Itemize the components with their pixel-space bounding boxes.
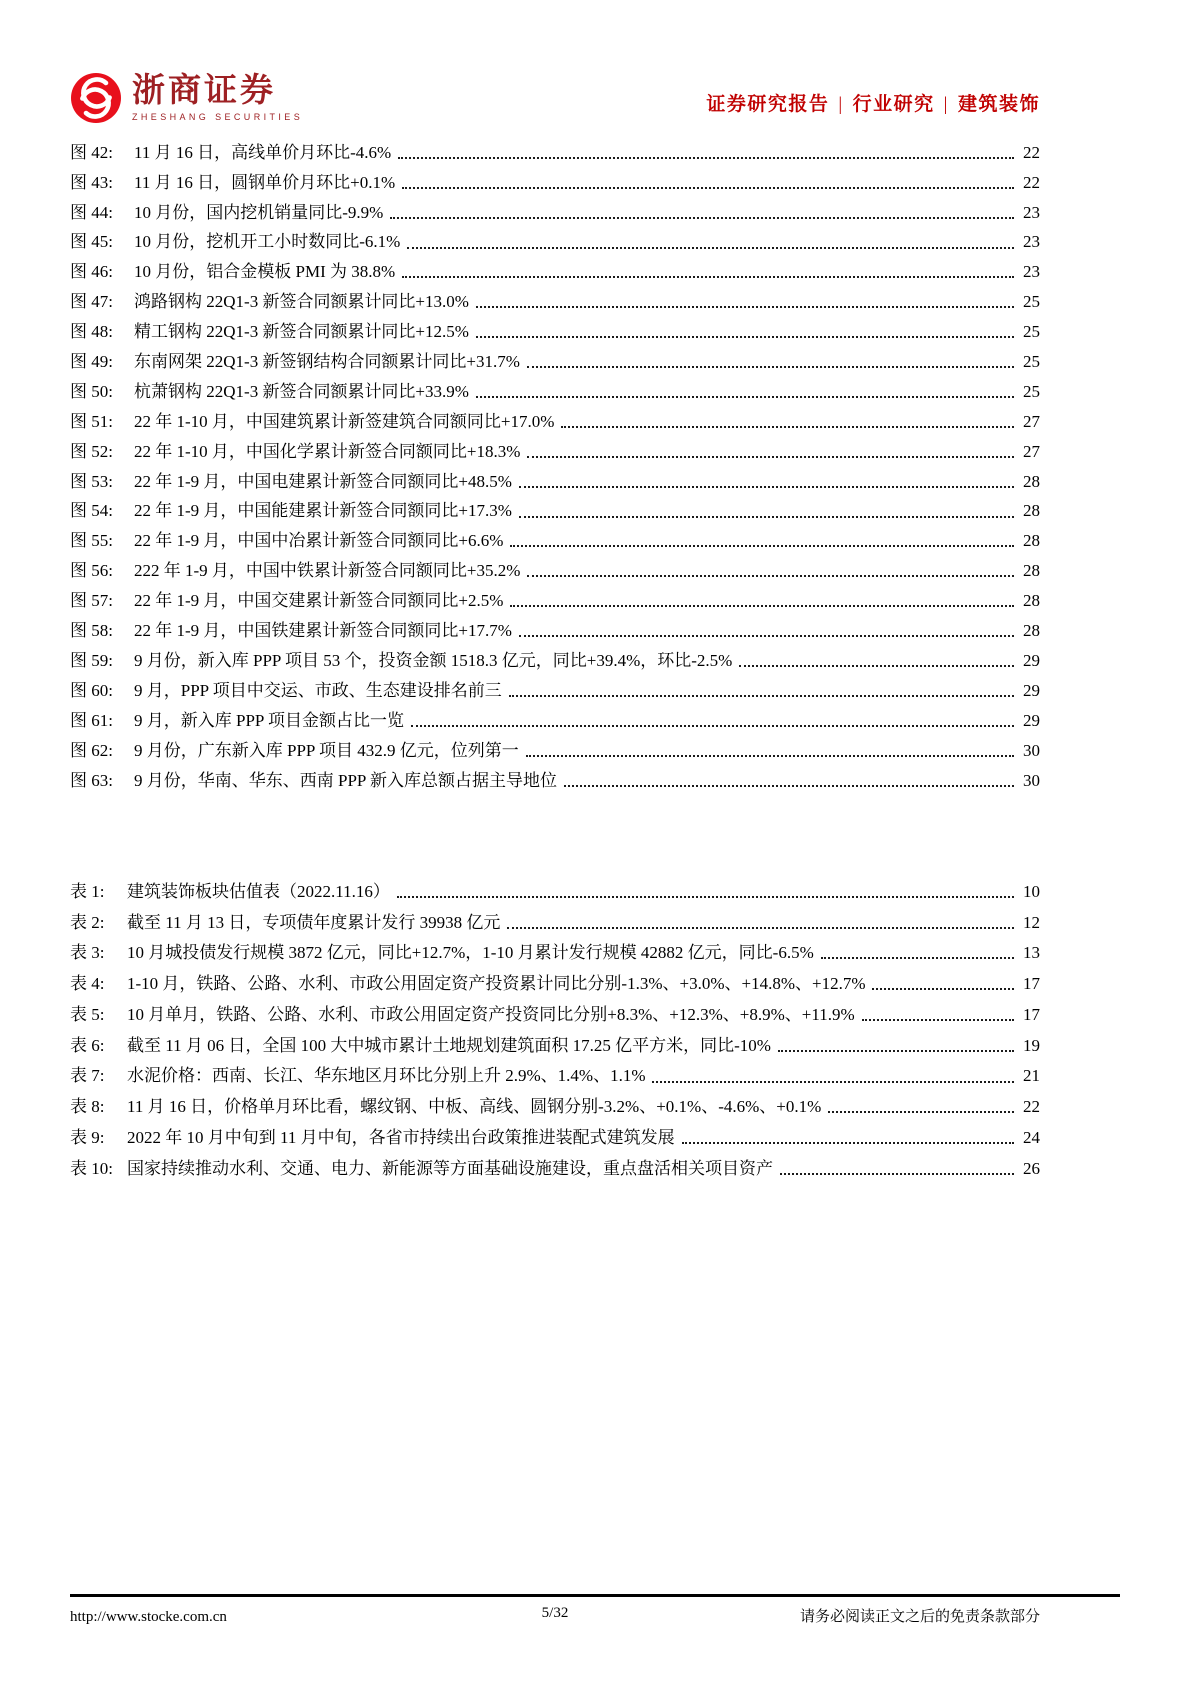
toc-dot-leader — [476, 306, 1014, 308]
tables-toc-section — [70, 872, 1040, 1180]
toc-entry-page: 17 — [1023, 974, 1040, 994]
figures-toc-rows — [70, 134, 1040, 792]
industry-label: 建筑装饰 — [957, 94, 1040, 115]
brand — [70, 72, 303, 124]
toc-entry-title: 10 月份，铝合金模板 PMI 为 38.8% — [134, 262, 396, 282]
toc-entry-title: 9 月份，新入库 PPP 项目 53 个，投资金额 1518.3 亿元，同比+39.4%，环比-2.5% — [134, 650, 733, 670]
report-category — [706, 89, 1040, 124]
toc-entry-label: 表 1: — [70, 881, 105, 901]
toc-entry-title: 10 月份，挖机开工小时数同比-6.1% — [134, 232, 401, 252]
toc-dot-leader — [872, 988, 1014, 990]
toc-entry-page: 22 — [1023, 142, 1040, 162]
toc-entry-label: 表 5: — [70, 1004, 105, 1024]
toc-entry-label: 表 8: — [70, 1097, 105, 1117]
toc-entry-label: 表 9: — [70, 1128, 105, 1148]
toc-dot-leader — [652, 1081, 1014, 1083]
toc-dot-leader — [862, 1019, 1014, 1021]
toc-row[interactable] — [70, 134, 1040, 164]
toc-entry-title: 精工钢构 22Q1-3 新签合同额累计同比+12.5% — [134, 322, 469, 342]
toc-entry-label: 表 7: — [70, 1066, 105, 1086]
toc-row[interactable] — [70, 403, 1040, 433]
toc-entry-title: 9 月份，华南、华东、西南 PPP 新入库总额占据主导地位 — [134, 770, 557, 790]
footer-url-link[interactable]: http://www.stocke.com.cn — [70, 1608, 227, 1625]
toc-entry-page: 22 — [1023, 172, 1040, 192]
toc-entry-title: 9 月，新入库 PPP 项目金额占比一览 — [134, 710, 404, 730]
toc-entry-label: 图 57: — [70, 591, 113, 611]
toc-dot-leader — [411, 725, 1014, 727]
toc-entry-page: 29 — [1023, 680, 1040, 700]
toc-entry-page: 13 — [1023, 943, 1040, 963]
toc-entry-label: 表 3: — [70, 943, 105, 963]
toc-entry-page: 30 — [1023, 740, 1040, 760]
toc-entry-label: 表 10: — [70, 1158, 113, 1178]
toc-row[interactable] — [70, 1057, 1040, 1088]
toc-entry-title: 截至 11 月 06 日，全国 100 大中城市累计土地规划建筑面积 17.25 亿平方米，同比-10% — [127, 1035, 771, 1055]
toc-dot-leader — [561, 426, 1014, 428]
toc-row[interactable] — [70, 672, 1040, 702]
toc-row[interactable] — [70, 1088, 1040, 1119]
toc-row[interactable] — [70, 224, 1040, 254]
toc-row[interactable] — [70, 343, 1040, 373]
toc-entry-title: 22 年 1-10 月，中国化学累计新签合同额同比+18.3% — [134, 441, 521, 461]
toc-entry-label: 图 63: — [70, 770, 113, 790]
toc-entry-page: 23 — [1023, 232, 1040, 252]
page-header — [70, 64, 1040, 124]
toc-entry-label: 图 42: — [70, 142, 113, 162]
toc-entry-page: 30 — [1023, 770, 1040, 790]
toc-dot-leader — [739, 665, 1014, 667]
toc-entry-title: 222 年 1-9 月，中国中铁累计新签合同额同比+35.2% — [134, 561, 521, 581]
toc-row[interactable] — [70, 1026, 1040, 1057]
toc-entry-page: 28 — [1023, 561, 1040, 581]
toc-entry-page: 25 — [1023, 322, 1040, 342]
toc-entry-label: 图 55: — [70, 531, 113, 551]
toc-dot-leader — [507, 927, 1014, 929]
toc-dot-leader — [519, 516, 1014, 518]
toc-entry-page: 27 — [1023, 411, 1040, 431]
toc-entry-title: 22 年 1-9 月，中国中冶累计新签合同额同比+6.6% — [134, 531, 504, 551]
toc-entry-page: 25 — [1023, 381, 1040, 401]
toc-dot-leader — [476, 396, 1014, 398]
toc-entry-label: 图 61: — [70, 710, 113, 730]
toc-row[interactable] — [70, 283, 1040, 313]
toc-entry-label: 图 48: — [70, 322, 113, 342]
toc-entry-page: 25 — [1023, 352, 1040, 372]
toc-entry-page: 12 — [1023, 912, 1040, 932]
figures-toc-section — [70, 134, 1040, 792]
toc-dot-leader — [510, 605, 1014, 607]
toc-entry-page: 24 — [1023, 1128, 1040, 1148]
toc-entry-label: 图 49: — [70, 352, 113, 372]
toc-dot-leader — [402, 276, 1014, 278]
toc-entry-label: 表 4: — [70, 974, 105, 994]
toc-entry-title: 建筑装饰板块估值表（2022.11.16） — [127, 881, 390, 901]
brand-name-en: ZHESHANG SECURITIES — [132, 111, 304, 122]
toc-row[interactable] — [70, 762, 1040, 792]
toc-row[interactable] — [70, 582, 1040, 612]
toc-entry-title: 22 年 1-9 月，中国能建累计新签合同额同比+17.3% — [134, 501, 512, 521]
toc-entry-page: 28 — [1023, 471, 1040, 491]
toc-row[interactable] — [70, 903, 1040, 934]
toc-entry-title: 10 月份，国内挖机销量同比-9.9% — [134, 202, 384, 222]
toc-entry-page: 29 — [1023, 710, 1040, 730]
toc-entry-title: 22 年 1-9 月，中国交建累计新签合同额同比+2.5% — [134, 591, 504, 611]
toc-row[interactable] — [70, 493, 1040, 523]
toc-row[interactable] — [70, 1149, 1040, 1180]
toc-entry-label: 图 44: — [70, 202, 113, 222]
toc-row[interactable] — [70, 523, 1040, 553]
toc-entry-page: 25 — [1023, 292, 1040, 312]
toc-dot-leader — [519, 635, 1014, 637]
toc-entry-title: 22 年 1-9 月，中国铁建累计新签合同额同比+17.7% — [134, 621, 512, 641]
toc-row[interactable] — [70, 964, 1040, 995]
toc-entry-title: 22 年 1-10 月，中国建筑累计新签建筑合同额同比+17.0% — [134, 411, 555, 431]
page-number: 5/32 — [541, 1604, 569, 1621]
toc-dot-leader — [407, 247, 1014, 249]
brand-name-cn: 浙商证券 — [132, 72, 276, 109]
toc-entry-title: 截至 11 月 13 日，专项债年度累计发行 39938 亿元 — [127, 912, 501, 932]
toc-entry-label: 图 52: — [70, 441, 113, 461]
toc-entry-page: 29 — [1023, 650, 1040, 670]
toc-row[interactable] — [70, 995, 1040, 1026]
toc-dot-leader — [390, 217, 1014, 219]
toc-entry-label: 图 59: — [70, 650, 113, 670]
toc-row[interactable] — [70, 702, 1040, 732]
separator: | — [838, 94, 844, 115]
report-type-label: 证券研究报告 — [706, 94, 830, 115]
toc-entry-title: 东南网架 22Q1-3 新签钢结构合同额累计同比+31.7% — [134, 352, 520, 372]
toc-row[interactable] — [70, 463, 1040, 493]
toc-entry-title: 鸿路钢构 22Q1-3 新签合同额累计同比+13.0% — [134, 292, 469, 312]
toc-entry-label: 表 6: — [70, 1035, 105, 1055]
toc-entry-page: 28 — [1023, 531, 1040, 551]
toc-row[interactable] — [70, 872, 1040, 903]
toc-dot-leader — [780, 1173, 1014, 1175]
toc-entry-label: 图 50: — [70, 381, 113, 401]
toc-row[interactable] — [70, 433, 1040, 463]
toc-dot-leader — [527, 575, 1014, 577]
toc-row[interactable] — [70, 642, 1040, 672]
toc-entry-title: 2022 年 10 月中旬到 11 月中旬，各省市持续出台政策推进装配式建筑发展 — [127, 1128, 675, 1148]
toc-entry-page: 28 — [1023, 591, 1040, 611]
toc-entry-title: 11 月 16 日，圆钢单价月环比+0.1% — [134, 172, 396, 192]
toc-row[interactable] — [70, 934, 1040, 965]
toc-row[interactable] — [70, 732, 1040, 762]
toc-entry-label: 图 53: — [70, 471, 113, 491]
toc-entry-label: 图 62: — [70, 740, 113, 760]
toc-row[interactable] — [70, 164, 1040, 194]
toc-dot-leader — [821, 957, 1014, 959]
toc-dot-leader — [510, 545, 1014, 547]
footer-row — [70, 1597, 1040, 1626]
toc-dot-leader — [526, 755, 1014, 757]
toc-dot-leader — [564, 785, 1014, 787]
toc-entry-title: 1-10 月，铁路、公路、水利、市政公用固定资产投资累计同比分别-1.3%、+3.0%、+14.8%、+12.7% — [127, 974, 866, 994]
toc-entry-label: 图 56: — [70, 561, 113, 581]
toc-entry-label: 图 47: — [70, 292, 113, 312]
toc-entry-label: 表 2: — [70, 912, 105, 932]
toc-entry-page: 17 — [1023, 1004, 1040, 1024]
toc-row[interactable] — [70, 313, 1040, 343]
toc-entry-title: 9 月份，广东新入库 PPP 项目 432.9 亿元，位列第一 — [134, 740, 519, 760]
toc-entry-page: 26 — [1023, 1158, 1040, 1178]
research-type-label: 行业研究 — [852, 94, 935, 115]
tables-toc-rows — [70, 872, 1040, 1180]
toc-entry-title: 22 年 1-9 月，中国电建累计新签合同额同比+48.5% — [134, 471, 512, 491]
toc-entry-page: 10 — [1023, 881, 1040, 901]
toc-entry-label: 图 51: — [70, 411, 113, 431]
toc-entry-label: 图 54: — [70, 501, 113, 521]
toc-dot-leader — [397, 896, 1014, 898]
toc-entry-label: 图 43: — [70, 172, 113, 192]
toc-entry-title: 国家持续推动水利、交通、电力、新能源等方面基础设施建设，重点盘活相关项目资产 — [127, 1158, 773, 1178]
toc-entry-title: 水泥价格：西南、长江、华东地区月环比分别上升 2.9%、1.4%、1.1% — [127, 1066, 646, 1086]
toc-row[interactable] — [70, 552, 1040, 582]
page-footer — [70, 1594, 1120, 1626]
toc-entry-page: 28 — [1023, 621, 1040, 641]
toc-entry-title: 10 月单月，铁路、公路、水利、市政公用固定资产投资同比分别+8.3%、+12.3%、+8.9%、+11.9% — [127, 1004, 855, 1024]
toc-entry-label: 图 58: — [70, 621, 113, 641]
toc-dot-leader — [527, 456, 1014, 458]
toc-dot-leader — [402, 187, 1014, 189]
toc-entry-page: 23 — [1023, 202, 1040, 222]
toc-row[interactable] — [70, 254, 1040, 284]
toc-entry-title: 杭萧钢构 22Q1-3 新签合同额累计同比+33.9% — [134, 381, 469, 401]
toc-row[interactable] — [70, 612, 1040, 642]
zheshang-logo-icon — [70, 72, 122, 124]
toc-entry-page: 27 — [1023, 441, 1040, 461]
toc-dot-leader — [519, 486, 1014, 488]
separator: | — [943, 94, 949, 115]
toc-entry-label: 图 45: — [70, 232, 113, 252]
toc-entry-page: 23 — [1023, 262, 1040, 282]
toc-entry-page: 21 — [1023, 1066, 1040, 1086]
toc-entry-page: 22 — [1023, 1097, 1040, 1117]
toc-entry-title: 11 月 16 日，高线单价月环比-4.6% — [134, 142, 392, 162]
brand-text — [132, 72, 304, 122]
toc-entry-title: 9 月，PPP 项目中交运、市政、生态建设排名前三 — [134, 680, 502, 700]
toc-dot-leader — [527, 366, 1014, 368]
toc-dot-leader — [398, 157, 1014, 159]
toc-dot-leader — [778, 1050, 1014, 1052]
toc-dot-leader — [682, 1142, 1014, 1144]
toc-entry-label: 图 60: — [70, 680, 113, 700]
toc-dot-leader — [476, 336, 1014, 338]
toc-dot-leader — [509, 695, 1014, 697]
toc-entry-title: 11 月 16 日，价格单月环比看，螺纹钢、中板、高线、圆钢分别-3.2%、+0.1%、-4.6%、+0.1% — [127, 1097, 822, 1117]
footer-disclaimer: 请务必阅读正文之后的免责条款部分 — [799, 1608, 1040, 1625]
toc-row[interactable] — [70, 373, 1040, 403]
toc-entry-label: 图 46: — [70, 262, 113, 282]
toc-row[interactable] — [70, 1118, 1040, 1149]
toc-entry-page: 28 — [1023, 501, 1040, 521]
toc-entry-title: 10 月城投债发行规模 3872 亿元，同比+12.7%，1-10 月累计发行规模 42882 亿元，同比-6.5% — [127, 943, 814, 963]
toc-entry-page: 19 — [1023, 1035, 1040, 1055]
toc-row[interactable] — [70, 194, 1040, 224]
toc-dot-leader — [828, 1111, 1014, 1113]
